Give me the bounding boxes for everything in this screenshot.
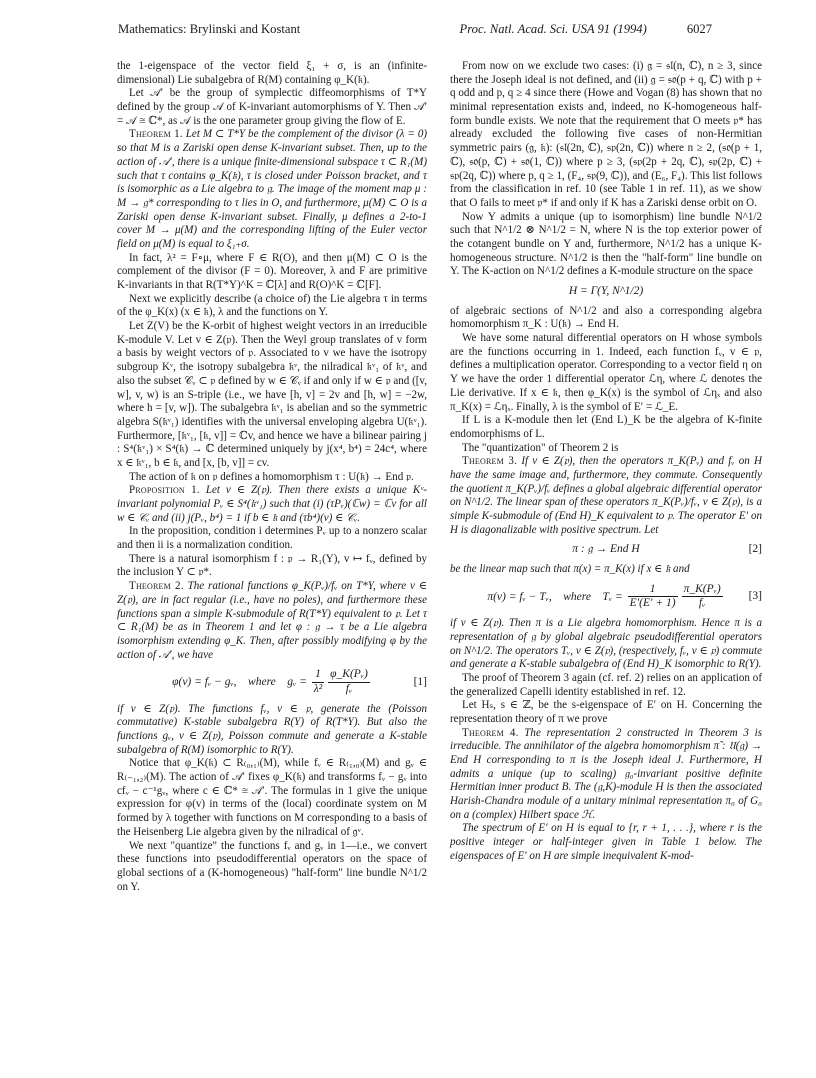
theorem-paragraph [117,703,427,758]
paragraph-text: Notice that φ_K(𝔨) ⊂ R₍₀,₁₎(M), while fᵥ ∈ R₍₁,₀₎(M) and gᵥ ∈ R₍₋₁,₂₎(M). The action of 𝒜′ fixes φ_K(𝔨) and transforms fᵥ − gᵥ into cfᵥ − c⁻¹gᵥ, where c ∈ ℂ* ≅ 𝒜′. The formulas in 1 give the unique expression for φ(v) in terms of the (local) coordinate system on M formed by λ together with functions on M corresponding to a basis of the Heisenberg Lie algebra given by the nilradical of 𝔤ᵛ. [117,757,427,838]
paragraph-text: We have some natural differential operators on H whose symbols are the functions occurring in 1. Indeed, each function fᵥ, v ∈ 𝔭, defines a multiplication operator. Corresponding to a vector field η on Y we have the order 1 differential operator ℒη, where ℒ denotes the Lie derivative. If x ∈ 𝔨, then φ_K(x) is the symbol of ℒηₓ and also π_K(x) = ℒηₓ. Finally, λ is the symbol of E′ = ℒ_E. [450,332,762,413]
equation-def-lhs: gᵥ = [287,676,307,689]
paragraph-text: We next "quantize" the functions fᵥ and gᵥ in 1—i.e., we convert these functions into pseudodifferential operators on the space of global sections of a (K-homogeneous) "half-form" line bundle N^1/2 on Y. [117,839,427,893]
fraction-denominator: fᵥ [698,597,706,610]
page-number: 6027 [686,22,712,36]
fraction [682,583,723,611]
paragraph [117,525,427,552]
paragraph-text: Next we explicitly describe (a choice of) the Lie algebra τ in terms of the φ_K(x) (x ∈ 𝔨), λ and the functions on Y. [117,292,427,319]
paragraph [450,414,762,441]
paragraph [450,442,762,456]
paragraph-text: The action of 𝔨 on 𝔭 defines a homomorphism τ : U(𝔨) → End 𝔭. [129,470,414,483]
header-right [460,22,712,37]
fraction [328,668,370,696]
paragraph [117,87,427,128]
fraction-numerator: φ_K(Pᵥ) [328,668,370,683]
paragraph-text: If v ∈ Z(𝔭), then the operators π_K(Pᵥ) and fᵥ on H have the same image and, furthermore, they commute. Consequently the quotient π_K(Pᵥ)/fᵥ defines a global algebraic differential operator on N^1/2. The linear span of these operators π_K(Pᵥ)/fᵥ, v ∈ Z(𝔭), is a simple K-submodule of (End H)_K equivalent to 𝔭. The operator E′ on H is diagonalizable with positive spectrum. Let [450,455,762,536]
theorem-label: Theorem 2. [129,580,184,593]
paragraph-text: The spectrum of E′ on H is equal to {r, r + 1, . . .}, where r is the positive integer or half-integer given in Table 1 below. The eigenspaces of E′ on H are simple inequivalent K-mod- [450,822,762,862]
paragraph-text: In fact, λ² = F∘μ, where F ∈ R(O), and then μ(M) ⊂ O is the complement of the divisor (F = 0). Moreover, λ and F are primitive K-invariants in that R(T*Y)^K = ℂ[λ] and R(O)^K = ℂ[F]. [117,251,427,291]
paragraph-text: Let Z(V) be the K-orbit of highest weight vectors in an irreducible K-module V. Let v ∈ Z(𝔭). Then the Weyl group translates of v form a basis by weight vectors of 𝔭. Associated to v we have the isotropy subgroup Kᵛ, the isotropy subalgebra 𝔨ᵛ, the nilradical 𝔨ᵛ₁ of 𝔨ᵛ, and also the subset 𝒞ᵥ ⊂ 𝔭 defined by w ∈ 𝒞ᵥ if and only if w ∈ 𝔭 and ([v, w], v, w) is an S-triple (i.e., we have [h, v] = 2v and [h, w] = −2w, where h = [v, w]). The subalgebra 𝔨ᵛ₁ is abelian and so the symmetric algebra S(𝔨ᵛ₁) identifies with the universal enveloping algebra U(𝔨ᵛ₁). Furthermore, [𝔨ᵛ₁, [𝔨, v]] = ℂv, and hence we have a bilinear pairing j : S⁴(𝔨ᵛ₁) × S⁴(𝔨) → ℂ determined uniquely by j(x⁴, b⁴) = 24c⁴, where x ∈ 𝔨ᵛ₁, b ∈ 𝔨, and [x, [b, v]] = cv. [117,320,427,469]
paragraph-text: the 1-eigenspace of the vector field ξ₁ + σ, is an (infinite-dimensional) Lie subalgebra of R(M) containing φ_K(𝔨). [117,60,427,86]
theorem-label: Theorem 1. [129,128,183,141]
equation-body [478,543,734,557]
paragraph-text: of algebraic sections of N^1/2 and also a corresponding algebra homomorphism π_K : U(𝔨) → End H. [450,304,762,331]
paragraph-text: Let v ∈ Z(𝔭). Then there exists a unique Kᵛ-invariant polynomial Pᵥ ∈ S⁴(𝔨ᵛ₁) such that (i) (τPᵥ)(ℂw) = ℂv for all w ∈ 𝒞ᵥ and (ii) j(Pᵥ, b⁴) = 1 if b ∈ 𝔨 and (τb⁴)(v) ∈ 𝒞ᵥ. [117,484,427,524]
paragraph [450,305,762,332]
paragraph-text: be the linear map such that π(x) = π_K(x) if x ∈ 𝔨 and [450,563,690,576]
theorem-paragraph [450,727,762,823]
equation-eq1 [117,662,427,702]
header-section-authors: Mathematics: Brylinski and Kostant [118,22,301,36]
paragraph [117,757,427,839]
paragraph-text: There is a natural isomorphism f : 𝔭 → R₁(Y), v ↦ fᵥ, defined by the inclusion Y ⊂ 𝔭*. [117,552,427,579]
paragraph [450,699,762,726]
paragraph-text: Now Y admits a unique (up to isomorphism) line bundle N^1/2 such that N^1/2 ⊗ N^1/2 = N, where N is the top exterior power of the cotangent bundle on Y and, furthermore, N^1/2 has a unique K-homogeneous structure. N^1/2 is then the "half-form" line bundle on Y. The K-action on N^1/2 defines a K-module structure on the space [450,210,762,278]
paragraph-text: The rational functions φ_K(Pᵥ)/fᵥ on T*Y, where v ∈ Z(𝔭), are in fact regular (i.e., have no poles), and furthermore these functions span a simple K-submodule of R(T*Y) equivalent to 𝔭. Let τ ⊂ R₁(M) be as in Theorem 1 and let φ : 𝔤 → τ be a Lie algebra isomorphism extending φ_K. Then, after possibly modifying φ by the action of 𝒜′, we have [117,580,428,661]
equation-eq3 [450,577,762,617]
paragraph [450,332,762,414]
theorem-label: Theorem 3. [462,455,518,468]
paragraph [117,553,427,580]
paragraph-text: The proof of Theorem 3 again (cf. ref. 2) relies on an application of the generalized Capelli identity established in ref. 12. [450,671,762,698]
paragraph-text: Let M ⊂ T*Y be the complement of the divisor (λ = 0) so that M is a Zariski open dense K-invariant subset. Then, up to the action of 𝒜′, there is a unique finite-dimensional subspace τ ⊂ R₁(M) such that τ contains φ_K(𝔨), τ is closed under Poisson bracket, and τ is isomorphic as a Lie algebra to 𝔤. The image of the moment map μ : M → 𝔤* corresponding to τ lies in O, and furthermore, μ(M) ⊂ O is a Zariski open dense K-invariant subset. Finally, μ defines a 2-to-1 cover M → μ(M) and the corresponding lifting of the Euler vector field on μ(M) is equal to ξ₁₊σ. [117,128,428,250]
theorem-paragraph [117,580,427,662]
equation-lhs: π(v) = fᵥ − Tᵥ, [487,590,552,603]
paragraph-text: Let 𝒜′ be the group of symplectic diffeomorphisms of T*Y defined by the group 𝒜 of K-invariant automorphisms of Y. Then 𝒜′ = 𝒜 ≅ ℂ*, as 𝒜 is the one parameter group giving the flow of E. [117,87,427,127]
fraction [628,583,678,611]
fraction-numerator: π_K(Pᵥ) [682,583,723,598]
equation-number: [3] [748,590,762,603]
equation-def-lhs: Tᵥ = [602,590,623,603]
paragraph [117,320,427,471]
theorem-paragraph [117,128,427,251]
theorem-label: Theorem 4. [462,726,519,739]
paragraph-text: The "quantization" of Theorem 2 is [462,441,619,454]
theorem-paragraph [450,822,762,863]
paragraph [117,252,427,293]
paragraph [117,840,427,895]
theorem-paragraph [117,484,427,525]
paragraph [450,211,762,279]
equation-where: where [563,590,591,603]
theorem-paragraph [450,617,762,672]
paragraph [450,60,762,211]
running-header [118,22,712,44]
paragraph-text: From now on we exclude two cases: (i) 𝔤 = 𝔰𝔩(n, ℂ), n ≥ 3, since there the Joseph ideal is not defined, and (ii) 𝔤 = 𝔰𝔬(p + q, ℂ) with p + q odd and p, q ≥ 4 since there (Howe and Vogan (8) has shown that no minimal representation exists and, indeed, no K-homogeneous half-form bundle exists. We note that the requirement that O meets 𝔭* has already excluded the following five cases of non-Hermitian symmetric pairs (𝔤, 𝔨): (𝔰𝔩(2n, ℂ), 𝔰𝔭(2n, ℂ)) where n ≥ 2, (𝔰𝔬(p + 1, ℂ), 𝔰𝔬(p, ℂ) + 𝔰𝔬(1, ℂ)) where p ≥ 3, (𝔰𝔭(2p + 2q, ℂ), 𝔰𝔭(2p, ℂ) + 𝔰𝔭(2q, ℂ)) where p, q ≥ 1, (F₄, 𝔰𝔭(9, ℂ)), and (E₆, F₄). This list follows from the classification in ref. 10 (see Table 1 in ref. 11), as we show that O fails to meet 𝔭* if and only if K has a Zariski dense orbit on O. [450,60,762,209]
paragraph-text: Let Hₛ, s ∈ ℤ, be the s-eigenspace of E′ on H. Concerning the representation theory of π we prove [450,699,762,725]
display-formula: H = Γ(Y, N^1/2) [568,285,644,297]
equation-lhs: φ(v) = fᵥ − gᵥ, [172,676,237,689]
equation-body [145,668,399,696]
left-column [117,60,427,894]
header-journal: Proc. Natl. Acad. Sci. USA 91 (1994) [459,22,647,36]
fraction-numerator: 1 [628,583,678,598]
paragraph [117,60,427,87]
paragraph-text: The representation 2 constructed in Theorem 3 is irreducible. The annihilator of the algebra homomorphism π̃ : 𝔘(𝔤) → End H corresponding to π is the Joseph ideal J. Furthermore, H admits a unique (up to scaling) 𝔤₀-invariant positive definite Hermitian inner product B. The (𝔤,K)-module H is then the associated Harish-Chandra module of a unitary minimal representation π₀ of G₀ on a (complex) Hilbert space ℋ. [450,726,762,821]
fraction-denominator: λ² [313,682,323,695]
paragraph-text: In the proposition, condition i determines Pᵥ up to a nonzero scalar and then ii is a normalization condition. [117,525,427,552]
theorem-label: Proposition 1. [129,484,200,497]
equation-where: where [248,676,276,689]
paragraph-text: If L is a K-module then let (End L)_K be the algebra of K-finite endomorphisms of L. [450,414,762,440]
theorem-paragraph [450,563,762,577]
equation-number: [2] [748,543,762,556]
fraction [312,668,324,696]
fraction-numerator: 1 [312,668,324,683]
paragraph-text: if v ∈ Z(𝔭). The functions fᵥ, v ∈ 𝔭, generate the (Poisson commutative) K-stable subalgebra R(Y) of R(T*Y). But also the functions gᵥ, v ∈ Z(𝔭), Poisson commute and generate a K-stable subalgebra of R(M) isomorphic to R(Y). [117,702,427,756]
fraction-denominator: fᵥ [345,682,353,695]
equation-body [478,583,734,611]
paragraph [117,471,427,485]
theorem-paragraph [450,455,762,537]
right-column [450,60,762,864]
paragraph-text: if v ∈ Z(𝔭). Then π is a Lie algebra homomorphism. Hence π is a representation of 𝔤 by global algebraic pseudodifferential operators on N^1/2. The operators Tᵥ, v ∈ Z(𝔭), (respectively, fᵥ, v ∈ 𝔭) commute and generate a K-stable subalgebra of (End H)_K isomorphic to R(Y). [450,617,762,671]
paragraph [117,293,427,320]
paragraph [450,672,762,699]
fraction-denominator: E′(E′ + 1) [629,597,676,610]
equation-number: [1] [413,675,427,688]
equation-eq2 [450,537,762,563]
equation-text: π : 𝔤 → End H [572,543,640,556]
